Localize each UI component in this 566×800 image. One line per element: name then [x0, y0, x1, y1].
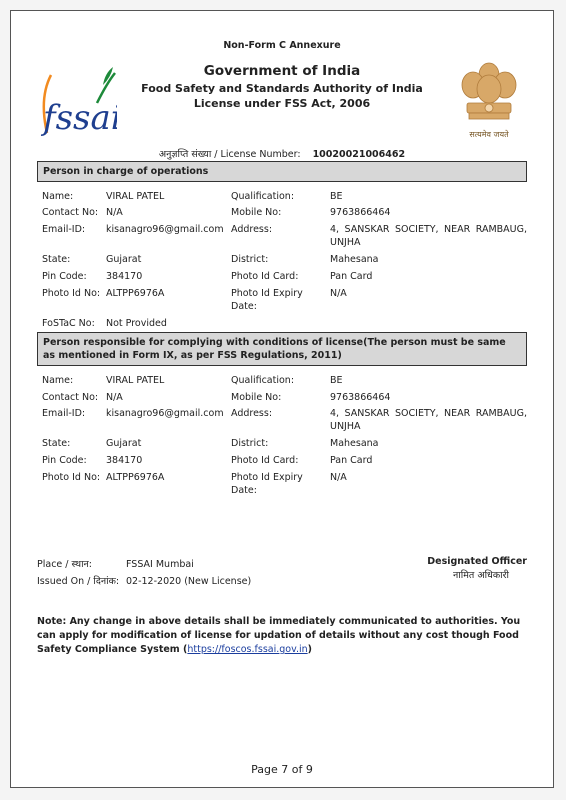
- license-number-label: अनुज्ञप्ति संख्या / License Number:: [158, 149, 301, 160]
- s1-name-label: Name:: [42, 191, 74, 202]
- emblem-motto: सत्यमेव जयते: [469, 130, 509, 139]
- note-paragraph: [37, 615, 527, 657]
- s1-mobile-label: Mobile No:: [231, 207, 282, 218]
- s2-photoid-card: Pan Card: [330, 455, 373, 466]
- s2-state-label: State:: [42, 438, 71, 449]
- note-text: Note: Any change in above details shall be immediately communicated to authorities. You can apply for modification of license for updation of details without any cost though Food Safety Compliance System (: [37, 616, 521, 655]
- s2-email: kisanagro96@gmail.com: [106, 408, 224, 419]
- s2-state: Gujarat: [106, 438, 142, 449]
- s2-name-label: Name:: [42, 375, 74, 386]
- s2-email-label: Email-ID:: [42, 408, 86, 419]
- s1-email-label: Email-ID:: [42, 224, 86, 235]
- s2-mobile-label: Mobile No:: [231, 392, 282, 403]
- authority-name: Food Safety and Standards Authority of India: [141, 82, 423, 95]
- foscos-link[interactable]: https://foscos.fssai.gov.in: [187, 644, 308, 655]
- s2-photoid-expiry: N/A: [330, 472, 347, 483]
- s2-photoid-card-label: Photo Id Card:: [231, 455, 299, 466]
- s1-pin: 384170: [106, 271, 143, 282]
- s1-district-label: District:: [231, 254, 269, 265]
- place-label: Place / स्थान:: [37, 559, 93, 570]
- s1-name: VIRAL PATEL: [106, 191, 165, 202]
- s2-photoid-expiry-label: Photo Id Expiry Date:: [231, 472, 303, 496]
- s2-pin: 384170: [106, 455, 143, 466]
- s1-state: Gujarat: [106, 254, 142, 265]
- s2-contact-label: Contact No:: [42, 392, 99, 403]
- s1-address-label: Address:: [231, 224, 273, 235]
- s2-photoid-no-label: Photo Id No:: [42, 472, 101, 483]
- page-number: Page 7 of 9: [251, 763, 313, 776]
- s2-district: Mahesana: [330, 438, 379, 449]
- s1-district: Mahesana: [330, 254, 379, 265]
- s1-photoid-no: ALTPP6976A: [106, 288, 165, 299]
- designated-officer-hindi: नामित अधिकारी: [453, 570, 509, 581]
- section1-heading: Person in charge of operations: [37, 161, 527, 182]
- section2-heading: Person responsible for complying with conditions of license(The person must be same as mentioned in Form IX, as per FSS Regulations, 2011): [37, 332, 527, 366]
- license-number: 10020021006462: [312, 149, 406, 160]
- s2-qual-label: Qualification:: [231, 375, 295, 386]
- issued-label: Issued On / दिनांक:: [37, 576, 120, 587]
- national-emblem: [449, 59, 529, 147]
- license-act: License under FSS Act, 2006: [193, 97, 371, 110]
- s1-fostac-label: FoSTaC No:: [42, 318, 95, 329]
- s1-photoid-expiry-label: Photo Id Expiry Date:: [231, 288, 303, 312]
- s1-contact: N/A: [106, 207, 123, 218]
- s1-photoid-card: Pan Card: [330, 271, 373, 282]
- note-end: ): [307, 644, 312, 655]
- s1-photoid-no-label: Photo Id No:: [42, 288, 101, 299]
- s1-photoid-card-label: Photo Id Card:: [231, 271, 299, 282]
- place-value: FSSAI Mumbai: [126, 559, 194, 570]
- s1-contact-label: Contact No:: [42, 207, 99, 218]
- s1-pin-label: Pin Code:: [42, 271, 87, 282]
- s1-qual-label: Qualification:: [231, 191, 295, 202]
- s1-photoid-expiry: N/A: [330, 288, 347, 299]
- s2-name: VIRAL PATEL: [106, 375, 165, 386]
- s1-email: kisanagro96@gmail.com: [106, 224, 224, 235]
- svg-text:fssai: fssai: [43, 98, 117, 138]
- s2-qual: BE: [330, 375, 343, 386]
- issued-value: 02-12-2020 (New License): [126, 576, 252, 587]
- s2-pin-label: Pin Code:: [42, 455, 87, 466]
- annexure-title: Non-Form C Annexure: [223, 40, 341, 51]
- s1-state-label: State:: [42, 254, 71, 265]
- license-number-line: [11, 147, 553, 160]
- s1-mobile: 9763866464: [330, 207, 391, 218]
- s2-photoid-no: ALTPP6976A: [106, 472, 165, 483]
- s2-address-label: Address:: [231, 408, 273, 419]
- designated-officer: Designated Officer: [427, 556, 527, 567]
- document-page: [10, 10, 554, 788]
- s2-address: 4, SANSKAR SOCIETY, NEAR RAMBAUG, UNJHA: [330, 408, 527, 432]
- s1-qual: BE: [330, 191, 343, 202]
- s1-address: 4, SANSKAR SOCIETY, NEAR RAMBAUG, UNJHA: [330, 224, 527, 248]
- s2-district-label: District:: [231, 438, 269, 449]
- government-title: Government of India: [203, 63, 361, 79]
- s2-contact: N/A: [106, 392, 123, 403]
- s1-fostac: Not Provided: [106, 318, 167, 329]
- s2-mobile: 9763866464: [330, 392, 391, 403]
